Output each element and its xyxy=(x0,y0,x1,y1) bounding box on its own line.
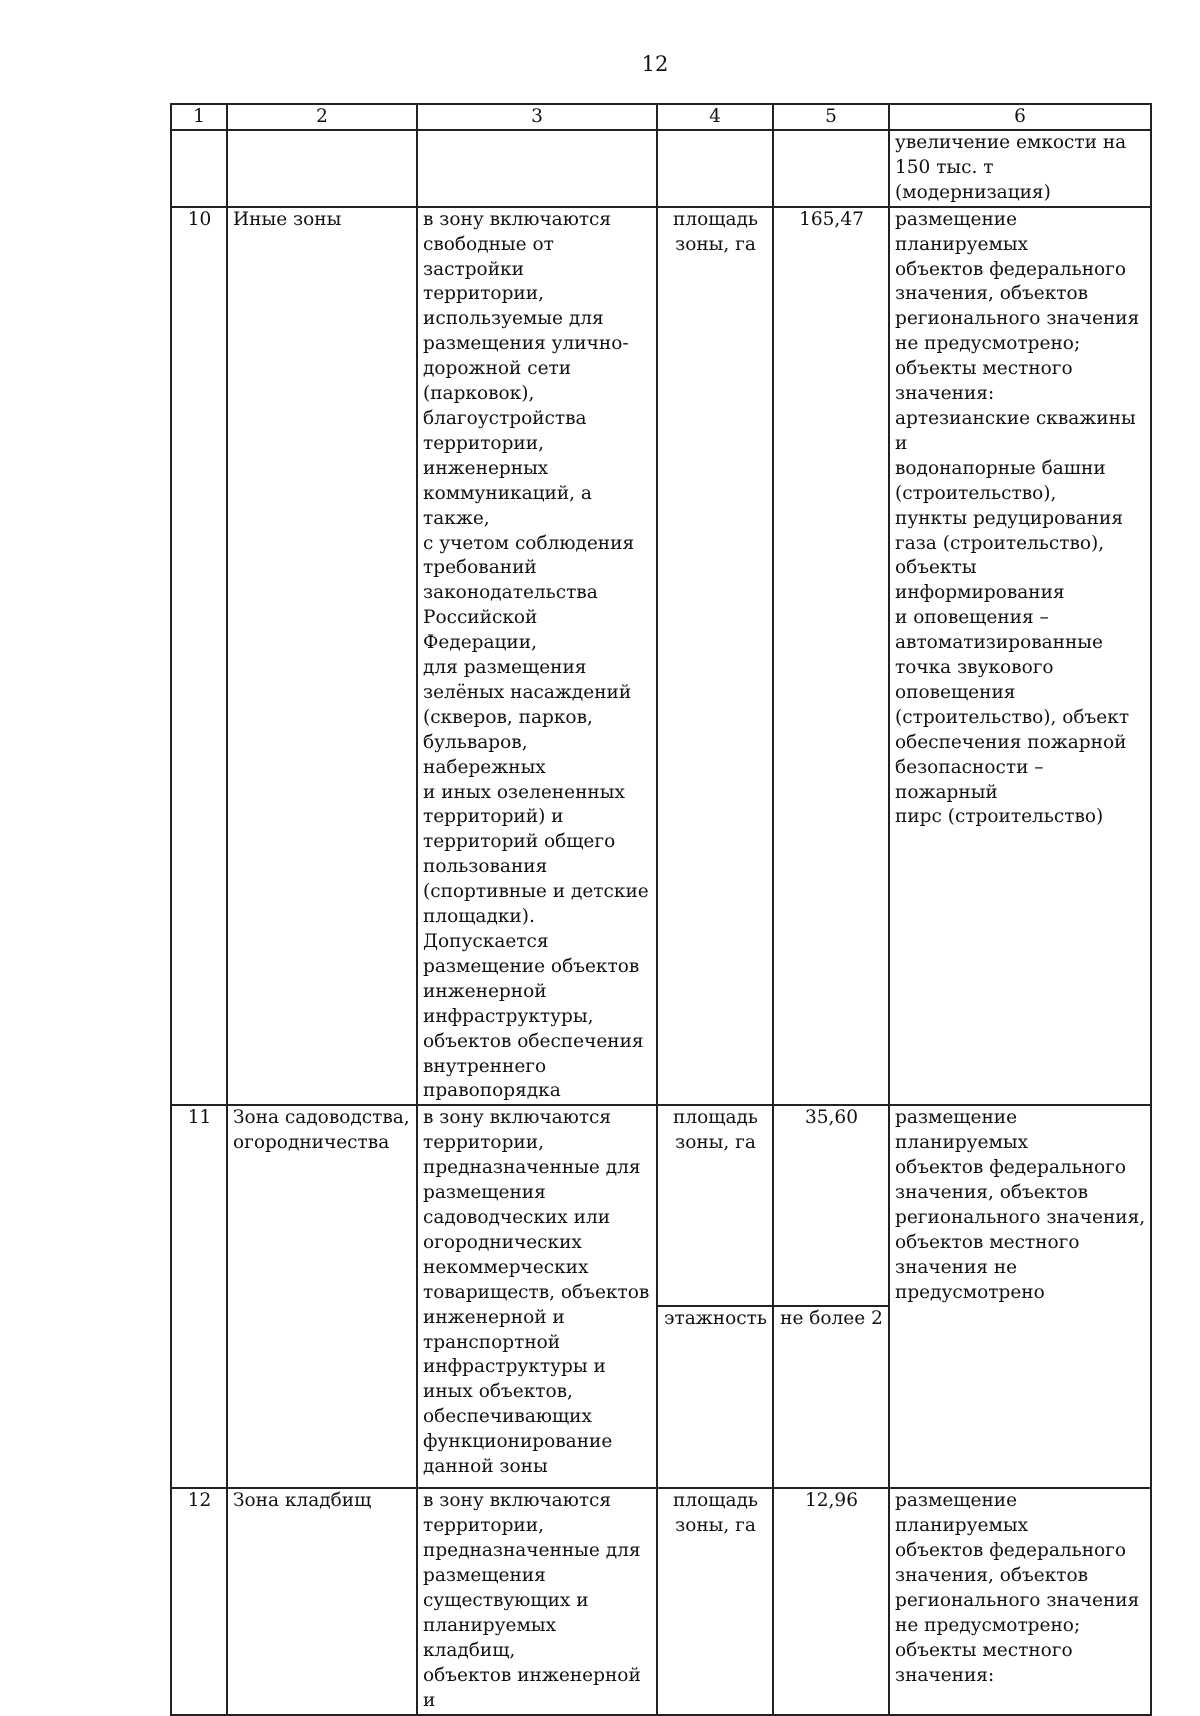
cell-indicator: площадь зоны, га xyxy=(657,1488,773,1714)
cell-empty xyxy=(171,130,227,207)
cell-indicator: площадь зоны, га xyxy=(657,1105,773,1306)
cell-zone-name: Иные зоны xyxy=(227,207,417,1106)
cell-zone-name: Зона кладбищ xyxy=(227,1488,417,1714)
header-col-3: 3 xyxy=(417,104,657,130)
zones-table xyxy=(170,103,1152,1716)
continuation-row xyxy=(171,130,1151,207)
header-col-5: 5 xyxy=(773,104,889,130)
cell-empty xyxy=(657,130,773,207)
cell-zone-description: в зону включаются территории, предназначенные для размещения садоводческих или огороднических некоммерческих товариществ, объектов инженерной и транспортной инфраструктуры и иных объектов, обеспечивающих функционирование данной зоны xyxy=(417,1105,657,1488)
table-row-12 xyxy=(171,1488,1151,1714)
header-col-6: 6 xyxy=(889,104,1151,130)
cell-zone-description: в зону включаются свободные от застройки территории, используемые для размещения улично- дорожной сети (парковок), благоустройства территории, инженерных коммуникаций, а также, с учетом соблюдения требований законодательства Российской Федерации, для размещения зелёных насаждений (скверов, парков, бульваров, набережных и иных озелененных территорий) и территорий общего пользования (спортивные и детские площадки). Допускается размещение объектов инженерной инфраструктуры, объектов обеспечения внутреннего правопорядка xyxy=(417,207,657,1106)
cell-row-number: 10 xyxy=(171,207,227,1106)
table-row-10 xyxy=(171,207,1151,1106)
cell-planned-objects: размещение планируемых объектов федерального значения, объектов регионального значения, объектов местного значения не предусмотрено xyxy=(889,1105,1151,1488)
cell-indicator: площадь зоны, га xyxy=(657,207,773,1106)
header-col-1: 1 xyxy=(171,104,227,130)
cell-empty xyxy=(417,130,657,207)
header-col-4: 4 xyxy=(657,104,773,130)
cell-row-number: 12 xyxy=(171,1488,227,1714)
cell-empty xyxy=(227,130,417,207)
cell-indicator-floors: этажность xyxy=(657,1306,773,1488)
cell-objects-continued: увеличение емкости на 150 тыс. т (модернизация) xyxy=(889,130,1151,207)
table-header-row xyxy=(171,104,1151,130)
cell-value: 165,47 xyxy=(773,207,889,1106)
cell-value-floors: не более 2 xyxy=(773,1306,889,1488)
page-number: 12 xyxy=(641,52,669,76)
cell-value: 12,96 xyxy=(773,1488,889,1714)
cell-row-number: 11 xyxy=(171,1105,227,1488)
cell-zone-description: в зону включаются территории, предназначенные для размещения существующих и планируемых кладбищ, объектов инженерной и xyxy=(417,1488,657,1714)
cell-planned-objects: размещение планируемых объектов федерального значения, объектов регионального значения не предусмотрено; объекты местного значения: xyxy=(889,1488,1151,1714)
cell-planned-objects: размещение планируемых объектов федерального значения, объектов регионального значения не предусмотрено; объекты местного значения: артезианские скважины и водонапорные башни (строительство), пункты редуцирования газа (строительство), объекты информирования и оповещения – автоматизированные точка звукового оповещения (строительство), объект обеспечения пожарной безопасности – пожарный пирс (строительство) xyxy=(889,207,1151,1106)
header-col-2: 2 xyxy=(227,104,417,130)
cell-zone-name: Зона садоводства, огородничества xyxy=(227,1105,417,1488)
cell-empty xyxy=(773,130,889,207)
table-row-11 xyxy=(171,1105,1151,1306)
cell-value: 35,60 xyxy=(773,1105,889,1306)
